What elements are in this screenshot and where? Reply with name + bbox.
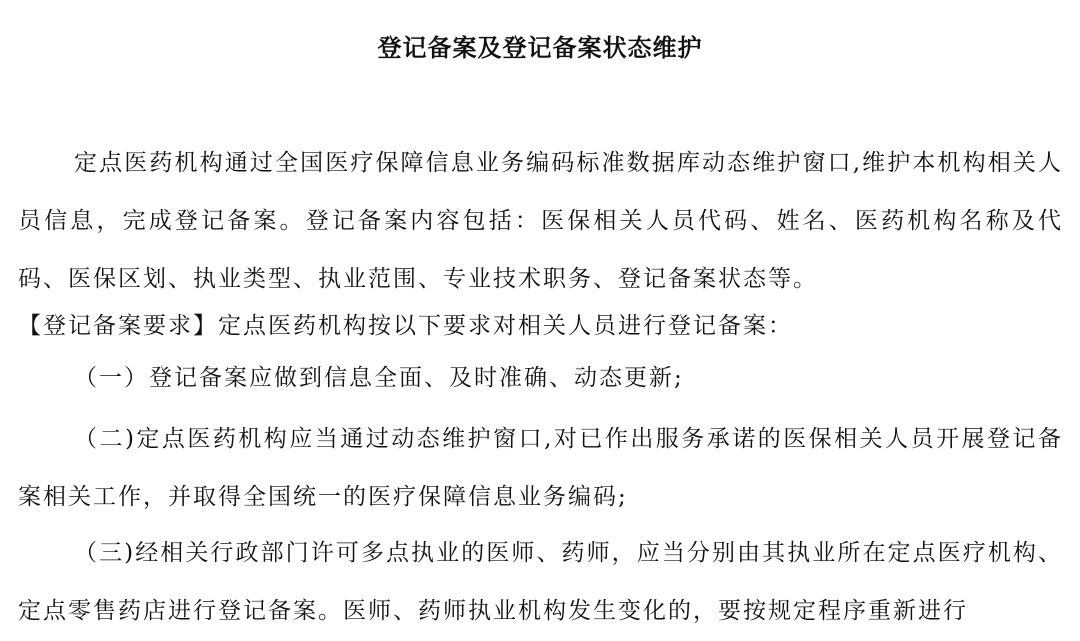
paragraph-intro: 定点医药机构通过全国医疗保障信息业务编码标准数据库动态维护窗口,维护本机构相关人员信息，完成登记备案。登记备案内容包括：医保相关人员代码、姓名、医药机构名称及代码、医保区划、执业类型、执业范围、专业技术职务、登记备案状态等。 [18,150,1063,292]
paragraph-item-1: （一）登记备案应做到信息全面、及时准确、动态更新; [74,365,684,391]
paragraph-item-2: （二)定点医药机构应当通过动态维护窗口,对已作出服务承诺的医保相关人员开展登记备案相关工作，并取得全国统一的医疗保障信息业务编码; [18,426,1063,510]
document-title: 登记备案及登记备案状态维护 [377,34,703,62]
paragraph-item-3: （三)经相关行政部门许可多点执业的医师、药师，应当分别由其执业所在定点医疗机构、定点零售药店进行登记备案。医师、药师执业机构发生变化的，要按规定程序重新进行 [18,540,1063,624]
paragraph-requirements-heading: 【登记备案要求】定点医药机构按以下要求对相关人员进行登记备案： [18,313,793,339]
